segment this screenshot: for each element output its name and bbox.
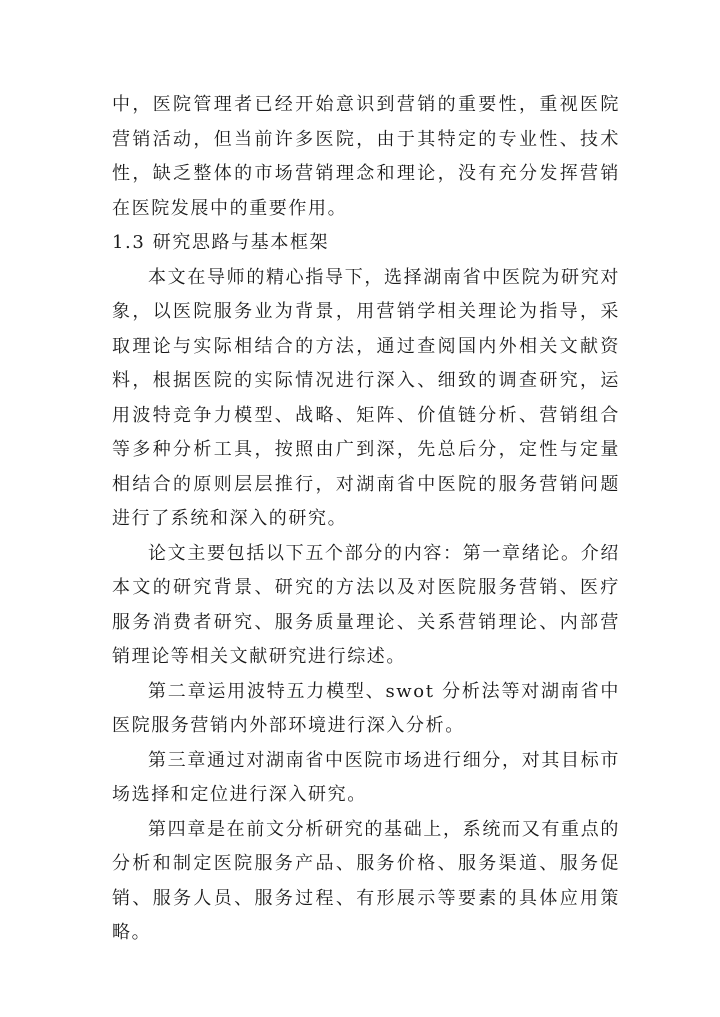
- paragraph-chapter-four: 第四章是在前文分析研究的基础上，系统而又有重点的分析和制定医院服务产品、服务价格、服务渠道、服务促销、服务人员、服务过程、有形展示等要素的具体应用策略。: [112, 818, 620, 943]
- paragraph-chapter-two: 第二章运用波特五力模型、swot 分析法等对湖南省中医院服务营销内外部环境进行深入分析。: [112, 680, 620, 736]
- paragraph-continuation: 中，医院管理者已经开始意识到营销的重要性，重视医院营销活动，但当前许多医院，由于其特定的专业性、技术性，缺乏整体的市场营销理念和理论，没有充分发挥营销在医院发展中的重要作用。: [112, 94, 620, 219]
- paragraph-thesis-structure: 论文主要包括以下五个部分的内容：第一章绪论。介绍本文的研究背景、研究的方法以及对医院服务营销、医疗服务消费者研究、服务质量理论、关系营销理论、内部营销理论等相关文献研究进行综述。: [112, 542, 620, 667]
- paragraph-chapter-three: 第三章通过对湖南省中医院市场进行细分，对其目标市场选择和定位进行深入研究。: [112, 749, 620, 805]
- paragraph-research-approach: 本文在导师的精心指导下，选择湖南省中医院为研究对象，以医院服务业为背景，用营销学相关理论为指导，采取理论与实际相结合的方法，通过查阅国内外相关文献资料，根据医院的实际情况进行深入、细致的调查研究，运用波特竞争力模型、战略、矩阵、价值链分析、营销组合等多种分析工具，按照由广到深，先总后分，定性与定量相结合的原则层层推行，对湖南省中医院的服务营销问题进行了系统和深入的研究。: [112, 266, 620, 529]
- section-heading: 1.3 研究思路与基本框架: [112, 232, 330, 253]
- document-body: [112, 88, 620, 951]
